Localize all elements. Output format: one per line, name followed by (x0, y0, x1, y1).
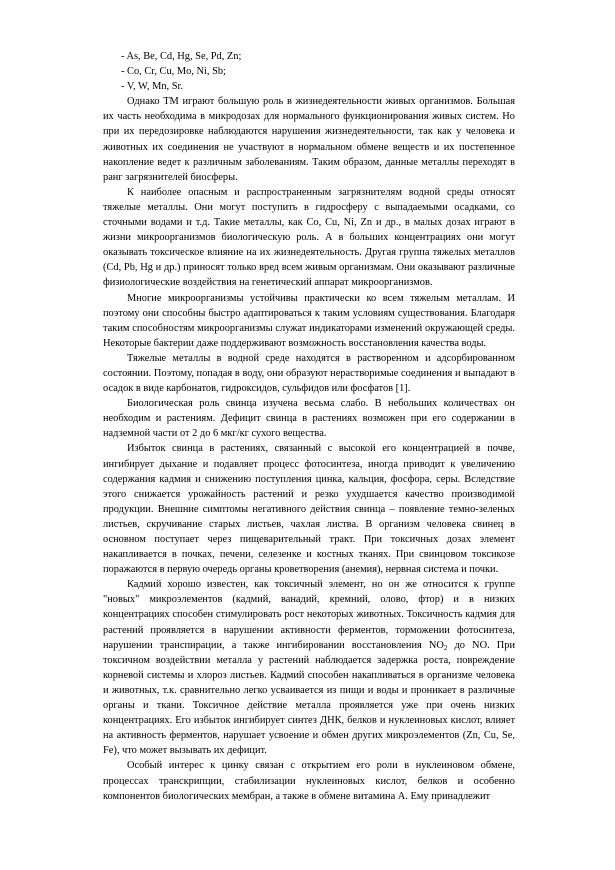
paragraph-heavy-metals-role: Однако ТМ играют большую роль в жизнедеятельности живых организмов. Большая их часть необходима в микродозах для нормального функционирования живых систем. Но при их передозировке наблюдаются нарушения жизнедеятельности, так как у человека и животных их соединения не участвуют в нормальном обмене веществ и их постепенное накопление ведет к различным заболеваниям. Таким образом, данные металлы переходят в ранг загрязнителей биосферы. (103, 96, 515, 183)
paragraph-cadmium (103, 577, 515, 758)
cadmium-text-part: до NO. При токсичном воздействии металла у растений наблюдается задержка роста, повреждение корневой системы и хлороз листьев. Кадмий способен накапливаться в организме человека и животных, т.к. сравнительно легко усваивается из пищи и воды и проникает в различные органы и ткани. Токсичное действие металла проявляется уже при очень низких концентрациях. Его избыток ингибирует синтез ДНК, белков и нуклеиновых кислот, влияет на активность ферментов, нарушает усвоение и обмен других микроэлементов (Zn, Cu, Se, Fe), что может вызывать их дефицит. (103, 639, 516, 757)
paragraph-zinc: Особый интерес к цинку связан с открытием его роли в нуклеиновом обмене, процессах транскрипции, стабилизации нуклеиновых кислот, белков и особенно компонентов биологических мембран, а также в обмене витамина А. Ему принадлежит (103, 760, 515, 802)
subscript: 2 (443, 643, 448, 652)
paragraph-lead-excess: Избыток свинца в растениях, связанный с высокой его концентрацией в почве, ингибирует дыхание и подавляет процесс фотосинтеза, иногда приводит к увеличению содержания кадмия и снижению поступления цинка, кальция, фосфора, серы. Вследствие этого снижается урожайность растений и резко ухудшается качество производимой продукции. Внешние симптомы негативного действия свинца – появление темно-зеленых листьев, скручивание старых листьев, чахлая листва. В организм человека свинец в основном поступает через пищеварительный тракт. При токсичных дозах элемент накапливается в почках, печени, селезенке и костных тканях. При свинцовом токсикозе поражаются в первую очередь органы кроветворения (анемия), нервная система и почки. (103, 443, 515, 576)
paragraph-microorganisms: Многие микроорганизмы устойчивы практически ко всем тяжелым металлам. И поэтому они способны быстро адаптироваться к таким условиям существования. Благодаря таким способностям микроорганизмы служат индикаторами изменений окружающей среды. Некоторые бактерии даже поддерживают возможность восстановления качества воды. (103, 292, 515, 349)
metal-list-item: - V, W, Mn, Sr. (121, 81, 183, 93)
paragraph-water-pollutants: К наиболее опасным и распространенным загрязнителям водной среды относят тяжелые металлы. Они могут поступить в гидросферу с выпадаемыми осадками, со сточными водами и т.д. Такие металлы, как Co, Cu, Ni, Zn и др., в малых дозах играют в жизни микроорганизмов биологическую роль. А в больших концентрациях они могут оказывать токсическое влияние на их жизнедеятельность. Другая группа тяжелых металлов (Cd, Pb, Hg и др.) приносят только вред всем живым организмам. Они оказывают различные физиологические воздействия на генетический аппарат микроорганизмов. (103, 186, 515, 289)
metal-list-item: - Co, Cr, Cu, Mo, Ni, Sb; (121, 66, 226, 78)
document-page (103, 49, 515, 804)
paragraph-metals-in-water: Тяжелые металлы в водной среде находятся в растворенном и адсорбированном состоянии. Поэтому, попадая в воду, они образуют нерастворимые соединения и выпадают в осадок в виде карбонатов, гидроксидов, сульфидов или фосфатов [1]. (103, 352, 515, 395)
metal-list-item: - As, Be, Cd, Hg, Se, Pd, Zn; (121, 51, 242, 62)
cadmium-text-part: Кадмий хорошо известен, как токсичный элемент, но он же относится к группе "новых" микроэлементов (кадмий, ванадий, кремний, олово, фтор) и в низких концентрациях способен стимулировать рост некоторых животных. Токсичность кадмия для растений проявляется в нарушении активности ферментов, торможении фотосинтеза, нарушении транспирации, а также ингибировании восстановления NO (103, 579, 515, 651)
paragraph-lead-biology: Биологическая роль свинца изучена весьма слабо. В небольших количествах он необходим и растениям. Дефицит свинца в растениях возможен при его содержании в надземной части от 2 до 6 мкг/кг сухого вещества. (103, 398, 515, 440)
